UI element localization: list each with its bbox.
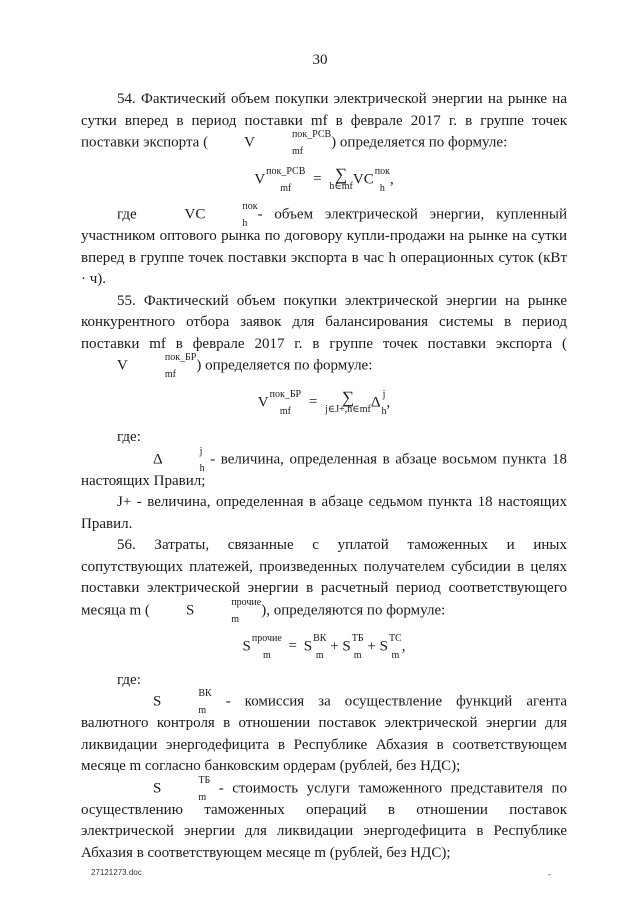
document-body — [81, 89, 567, 864]
where-label-1: где: — [117, 429, 141, 445]
p54-text: 54. Фактический объем покупки электрической энергии на рынке на сутки вперед в период поставки mf в феврале 2017 г. в группе точек поставки экспорта ( — [81, 91, 567, 151]
formula-s-prochie: S прочие m = S ВК m + S ТБ m + S ТС m , — [242, 632, 406, 661]
svk-symbol: S ВК m — [153, 688, 212, 716]
footer-filename: 27121273.doc — [91, 868, 142, 877]
p55-symbol: V пок_БР mf — [117, 352, 197, 380]
p54-symbol: V пок_РСВ mf — [244, 129, 332, 157]
jplus-definition: J+ - величина, определенная в абзаце седьмом пункта 18 настоящих Правил. — [81, 494, 567, 532]
delta-symbol: Δ j h — [153, 445, 205, 474]
where-label-2: где: — [117, 671, 141, 688]
corner-mark: - — [548, 869, 551, 879]
paragraph-54-where: где VC пок h - объем электрической энергии, купленный участником оптового рынка по договору купли-продажи на рынке на сутки вперед в группе точек поставки экспорта в час h операционных суток (кВт · ч). — [81, 201, 567, 287]
paragraph-56: 56. Затраты, связанные с уплатой таможенных и иных сопутствующих платежей, произведенных получателем субсидии в целях поставки электрической энергии в расчетный период соответствующего месяца m ( S прочие m ), определяются по формуле: — [81, 537, 567, 625]
svk-definition: S ВК m - комиссия за осуществление функций агента валютного контроля в отношении поставок электрической энергии для ликвидации энергодефицита в Республике Абхазия в соответствующем месяце m согласно банковским ордерам (рублей, без НДС); — [81, 688, 568, 774]
vc-symbol: VC пок h — [184, 201, 258, 229]
paragraph-55: 55. Фактический объем покупки электрической энергии на рынке конкурентного отбора заявок для балансирования системы в период поставки mf в феврале 2017 г. в группе точек поставки экспорта (V пок_БР mf ) определяется по формуле: — [81, 292, 567, 380]
p54-text-end: ) определяется по формуле: — [331, 134, 508, 151]
stb-definition: S ТБ m - стоимость услуги таможенного представителя по осуществлению таможенных операций в отношении поставок электрической энергии для ликвидации энергодефицита в Республике Абхазия в соответствующем месяце m (рублей, без НДС); — [81, 774, 568, 861]
formula-v-rsv: V пок_РСВ mf = ∑ h∈mf VC пок h , — [254, 165, 394, 194]
paragraph-54 — [81, 89, 567, 157]
formula-v-br: V пок_БР mf = ∑ j∈J+,h∈mf Δ j h , — [257, 388, 391, 417]
page-number: 30 — [312, 52, 328, 68]
p56-symbol: S прочие m — [185, 596, 262, 625]
delta-definition: Δ j h - величина, определенная в абзаце восьмом пункта 18 настоящих Правил; — [81, 445, 568, 489]
stb-symbol: S ТБ m — [153, 774, 211, 803]
